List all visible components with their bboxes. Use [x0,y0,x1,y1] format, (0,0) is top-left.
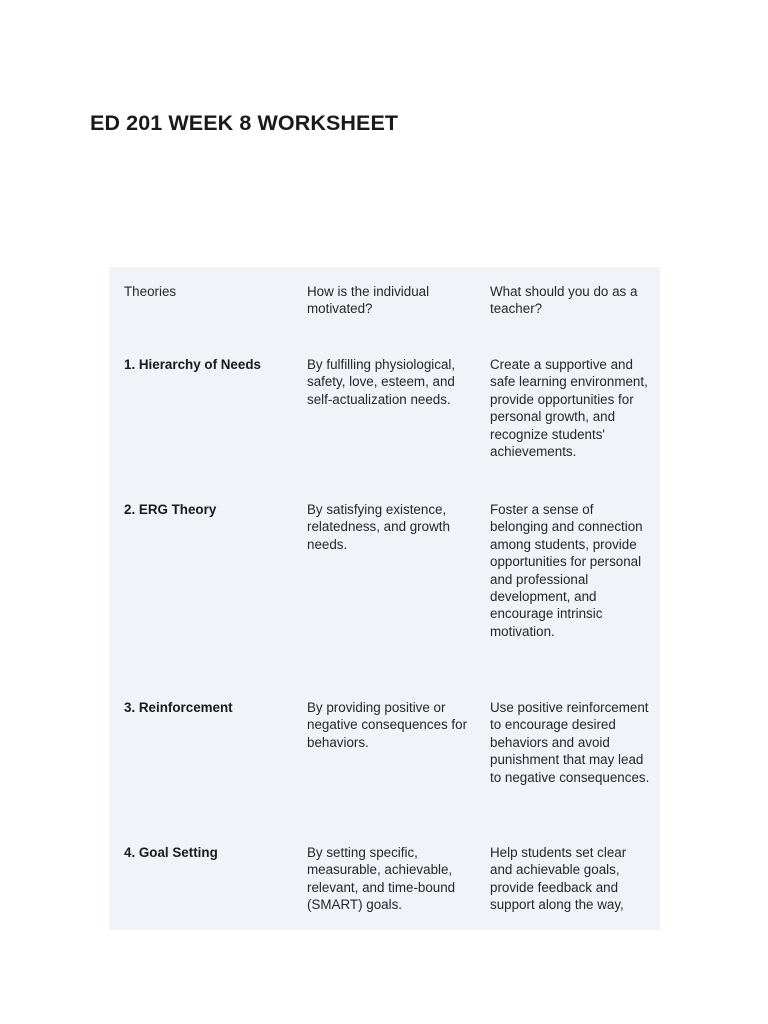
motivation-hierarchy-of-needs: By fulfilling physiological, safety, love, esteem, and self-actualization needs. [307,357,456,407]
motivation-erg: By satisfying existence, relatedness, and growth needs. [307,502,450,552]
column-header-motivation: How is the individual motivated? [307,284,430,317]
theory-erg: 2. ERG Theory [124,502,217,517]
theory-reinforcement: 3. Reinforcement [124,700,233,715]
column-header-teacher-action: What should you do as a teacher? [490,284,638,317]
teacher-action-goal-setting: Help students set clear and achievable goals, provide feedback and support along the way, [490,845,627,913]
motivation-reinforcement: By providing positive or negative consequences for behaviors. [307,700,468,750]
teacher-action-erg: Foster a sense of belonging and connection among students, provide opportunities for personal and professional development, and encourage intrinsic motivation. [490,502,643,639]
teacher-action-reinforcement: Use positive reinforcement to encourage desired behaviors and avoid punishment that may lead to negative consequences. [490,700,650,785]
theory-hierarchy-of-needs: 1. Hierarchy of Needs [124,357,261,372]
document-title: ED 201 WEEK 8 WORKSHEET [90,111,399,135]
teacher-action-hierarchy-of-needs: Create a supportive and safe learning environment, provide opportunities for personal growth, and recognize students' achievements. [490,357,648,460]
motivation-theories-table [109,267,660,930]
theory-goal-setting: 4. Goal Setting [124,845,218,860]
motivation-goal-setting: By setting specific, measurable, achievable, relevant, and time-bound (SMART) goals. [307,845,456,913]
column-header-theories: Theories [124,284,177,299]
